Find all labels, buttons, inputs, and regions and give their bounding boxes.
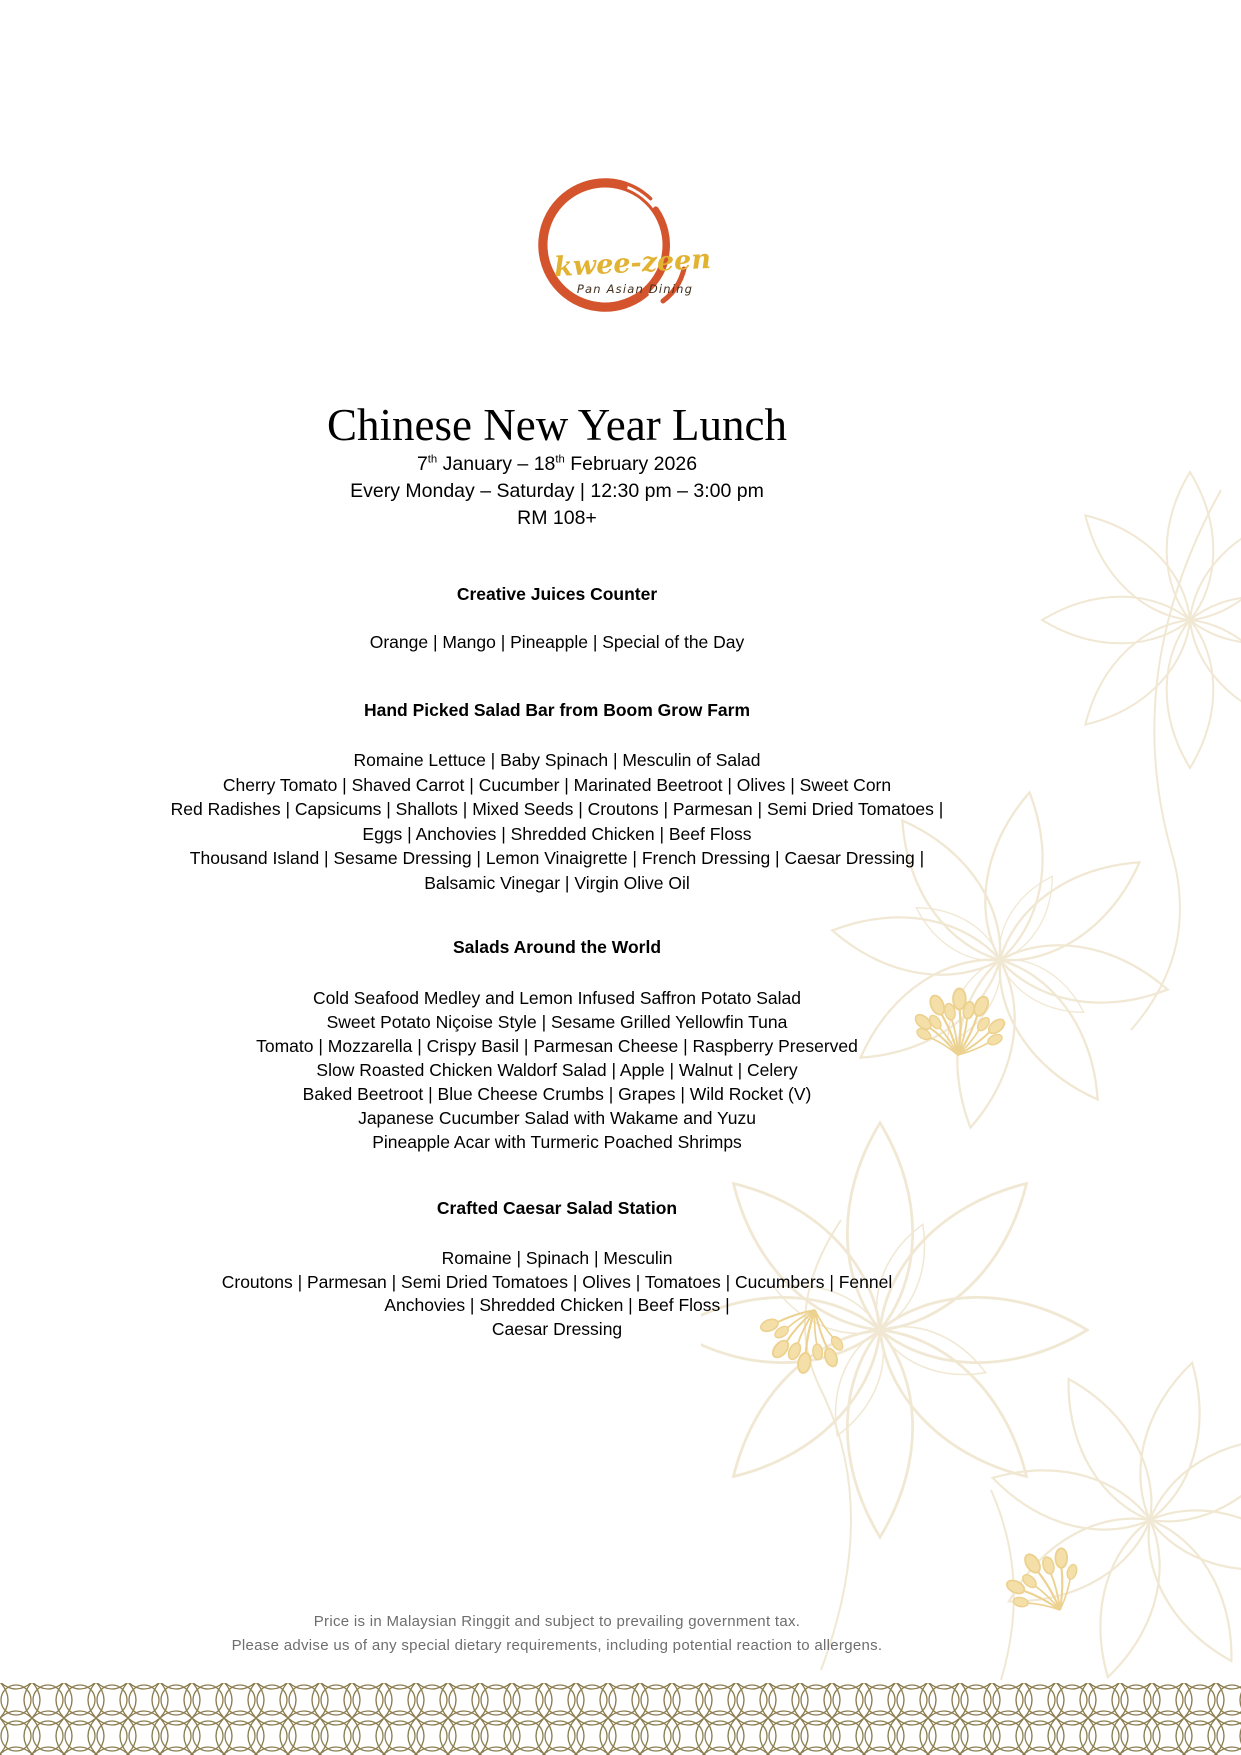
menu-line: Red Radishes | Capsicums | Shallots | Mixed Seeds | Croutons | Parmesan | Semi Dried Tomatoes | [170, 799, 944, 819]
date-part: 7 [416, 453, 428, 475]
footer-note-allergens: Please advise us of any special dietary requirements, including potential reaction to allergens. [231, 1637, 883, 1654]
page-title: Chinese New Year Lunch [327, 400, 787, 450]
menu-line: Orange | Mango | Pineapple | Special of the Day [369, 632, 745, 652]
section-items-salad-bar [0, 748, 1114, 895]
ordinal-suffix: th [427, 453, 438, 466]
section-items-salads-world [0, 986, 1114, 1154]
footer-notes [0, 1610, 1114, 1658]
brand-tagline: Pan Asian Dining [576, 282, 694, 296]
menu-line: Thousand Island | Sesame Dressing | Lemon Vinaigrette | French Dressing | Caesar Dressing | [189, 848, 925, 868]
event-details [0, 451, 1114, 532]
menu-line: Romaine Lettuce | Baby Spinach | Mesculin of Salad [353, 750, 761, 770]
section-heading-salads-world: Salads Around the World [452, 937, 662, 957]
section-items-creative-juices [0, 630, 1114, 654]
section-heading-creative-juices: Creative Juices Counter [456, 584, 658, 604]
menu-line: Slow Roasted Chicken Waldorf Salad | Apple | Walnut | Celery [316, 1060, 798, 1080]
menu-line: Pineapple Acar with Turmeric Poached Shrimps [372, 1132, 742, 1152]
menu-line: Cold Seafood Medley and Lemon Infused Saffron Potato Salad [312, 988, 802, 1008]
lattice-border-pattern-icon [0, 1682, 1241, 1755]
price-line: RM 108+ [517, 507, 597, 529]
schedule-line: Every Monday – Saturday | 12:30 pm – 3:00 pm [350, 480, 764, 502]
section-heading-caesar-station: Crafted Caesar Salad Station [436, 1198, 678, 1218]
menu-line: Sweet Potato Niçoise Style | Sesame Grilled Yellowfin Tuna [326, 1012, 788, 1032]
restaurant-logo [513, 171, 723, 321]
menu-line: Cherry Tomato | Shaved Carrot | Cucumber | Marinated Beetroot | Olives | Sweet Corn [222, 774, 892, 795]
menu-line: Japanese Cucumber Salad with Wakame and Yuzu [358, 1108, 756, 1128]
menu-line: Tomato | Mozzarella | Crispy Basil | Parmesan Cheese | Raspberry Preserved [256, 1036, 858, 1056]
ordinal-suffix: th [555, 453, 565, 466]
date-part: February 2026 [564, 453, 698, 475]
menu-line: Romaine | Spinach | Mesculin [441, 1248, 673, 1268]
menu-line: Caesar Dressing [491, 1318, 623, 1339]
footer-note-tax: Price is in Malaysian Ringgit and subject to prevailing government tax. [313, 1613, 801, 1630]
menu-line: Baked Beetroot | Blue Cheese Crumbs | Grapes | Wild Rocket (V) [302, 1084, 812, 1104]
menu-line: Croutons | Parmesan | Semi Dried Tomatoes | Olives | Tomatoes | Cucumbers | Fennel [221, 1271, 893, 1292]
date-range [0, 451, 1114, 478]
section-heading-salad-bar: Hand Picked Salad Bar from Boom Grow Farm [363, 700, 751, 720]
date-part: January – 18 [437, 453, 556, 475]
brand-name: kwee-zeen [553, 243, 712, 284]
section-items-caesar-station [0, 1247, 1114, 1341]
menu-line: Eggs | Anchovies | Shredded Chicken | Beef Floss [362, 823, 752, 844]
menu-line: Anchovies | Shredded Chicken | Beef Floss | [384, 1295, 730, 1315]
menu-line: Balsamic Vinegar | Virgin Olive Oil [424, 872, 690, 893]
